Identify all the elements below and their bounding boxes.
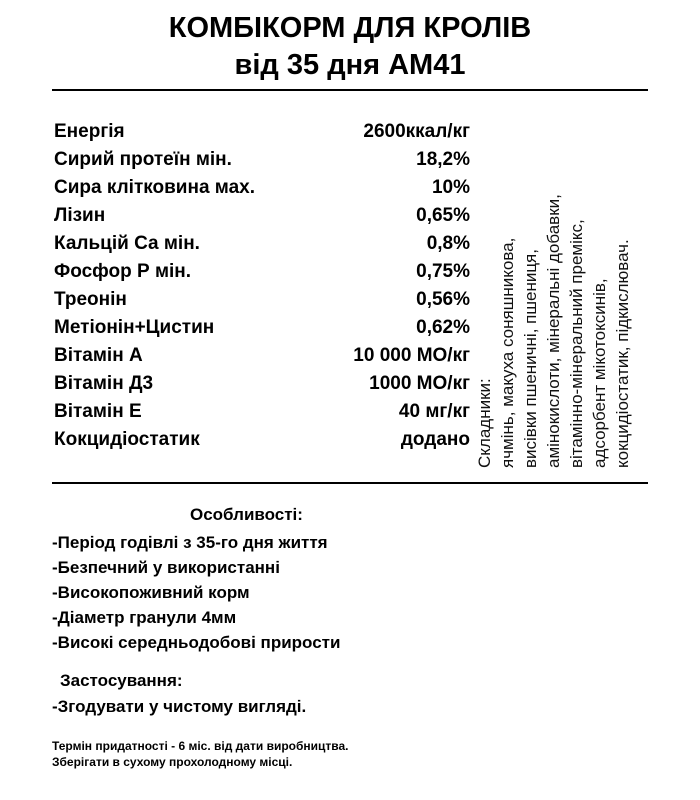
middle-divider	[52, 482, 648, 484]
nutrient-value: 0,65%	[416, 205, 470, 226]
composition-line: вітамінно-мінеральний премікс,	[567, 219, 586, 468]
nutrition-row	[54, 174, 470, 202]
nutrient-name: Вітамін Е	[54, 401, 142, 422]
usage-title: Застосування:	[60, 671, 183, 690]
nutrition-row	[54, 426, 470, 454]
title-line-2: від 35 дня АМ41	[234, 49, 466, 81]
top-divider	[52, 89, 648, 91]
composition-line: кокцидіостатик, підкислювач.	[613, 239, 632, 468]
nutrient-value: 10%	[431, 177, 470, 198]
usage-section	[52, 668, 652, 720]
nutrient-value: додано	[400, 429, 470, 450]
nutrient-value: 40 мг/кг	[398, 401, 470, 422]
feature-item: -Період годівлі з 35-го дня життя	[52, 533, 328, 552]
feature-item: -Діаметр гранули 4мм	[52, 608, 237, 627]
feature-item: -Безпечний у використанні	[52, 558, 280, 577]
composition-block	[473, 128, 643, 468]
nutrient-value: 0,56%	[416, 289, 470, 310]
nutrient-name: Сирий протеїн мін.	[54, 149, 232, 170]
nutrient-name: Треонін	[54, 289, 127, 310]
nutrient-name: Фосфор Р мін.	[54, 261, 192, 282]
nutrient-value: 18,2%	[416, 149, 470, 170]
composition-line: адсорбент мікотоксинів,	[590, 278, 609, 468]
nutrient-name: Метіонін+Цистин	[54, 317, 215, 338]
nutrition-row	[54, 118, 470, 146]
nutrient-value: 2600ккал/кг	[363, 121, 470, 142]
composition-line: ячмінь, макуха соняшникова,	[498, 237, 517, 468]
feature-item: -Високі середньодобові прирости	[52, 633, 341, 652]
nutrition-row	[54, 202, 470, 230]
nutrition-row	[54, 398, 470, 426]
nutrition-row	[54, 314, 470, 342]
title-line-1: КОМБІКОРМ ДЛЯ КРОЛІВ	[168, 12, 532, 44]
nutrient-name: Енергія	[54, 121, 125, 142]
nutrient-value: 0,8%	[426, 233, 470, 254]
shelf-life-note: Термін придатності - 6 міс. від дати виробництва.	[52, 739, 349, 753]
storage-notes	[52, 738, 652, 770]
storage-note: Зберігати в сухому прохолодному місці.	[52, 755, 293, 769]
feature-item: -Високопоживний корм	[52, 583, 250, 602]
nutrition-table	[54, 118, 470, 454]
nutrient-name: Вітамін А	[54, 345, 143, 366]
nutrient-value: 1000 МО/кг	[369, 373, 470, 394]
nutrient-name: Кальцій Са мін.	[54, 233, 200, 254]
usage-text: -Згодувати у чистому вигляді.	[52, 697, 307, 716]
product-title	[0, 10, 700, 84]
nutrient-name: Кокцидіостатик	[54, 429, 200, 450]
composition-line: висівки пшеничні, пшениця,	[521, 249, 540, 468]
composition-heading: Складники:	[475, 378, 494, 468]
nutrient-name: Лізин	[54, 205, 106, 226]
nutrient-value: 0,75%	[416, 261, 470, 282]
nutrient-value: 10 000 МО/кг	[353, 345, 470, 366]
nutrient-name: Вітамін Д3	[54, 373, 154, 394]
features-title: Особливості:	[190, 505, 303, 524]
composition-line: амінокислоти, мінеральні добавки,	[544, 194, 563, 468]
nutrition-row	[54, 370, 470, 398]
nutrient-value: 0,62%	[416, 317, 470, 338]
nutrition-row	[54, 286, 470, 314]
nutrition-row	[54, 146, 470, 174]
features-section	[52, 500, 652, 655]
nutrient-name: Сира клітковина мах.	[54, 177, 256, 198]
nutrition-row	[54, 258, 470, 286]
nutrition-row	[54, 342, 470, 370]
nutrition-row	[54, 230, 470, 258]
